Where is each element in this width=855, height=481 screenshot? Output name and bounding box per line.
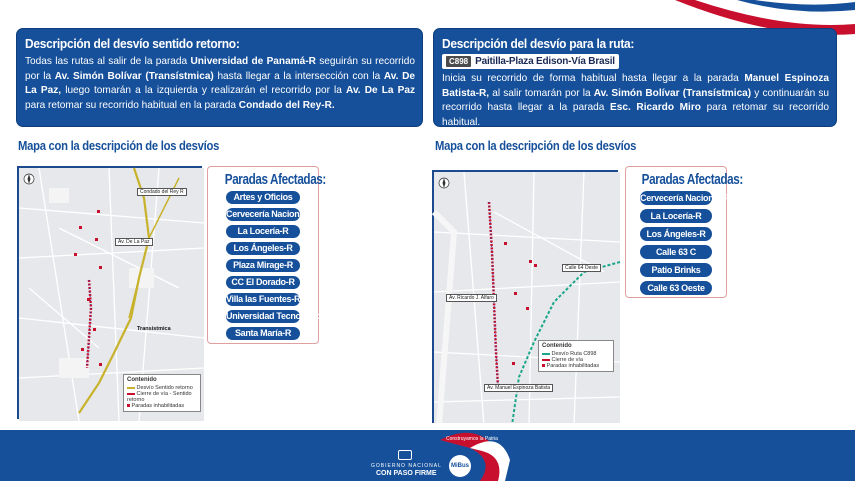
left-stop-3: Los Ángeles-R	[226, 242, 300, 255]
route-code-badge: C898	[446, 56, 471, 67]
right-description-box	[433, 28, 837, 127]
government-line2: CON PASO FIRME	[376, 470, 437, 477]
left-description-box	[16, 28, 423, 127]
right-stop-1: La Locería-R	[640, 209, 712, 223]
left-affected-stops-title: Paradas Afectadas:	[224, 171, 326, 188]
right-map-label-calle64: Calle 64 Oeste	[562, 264, 601, 272]
left-stop-4: Plaza Mirage-R	[226, 259, 300, 272]
left-stop-2: La Locería-R	[226, 225, 300, 238]
right-map-label-alfaro: Av. Ricardo J. Alfaro	[446, 294, 497, 302]
right-description-text: Inicia su recorrido de forma habitual hasta llegar a la parada Manuel Espinoza Batista-R, al salir tomarán por la Av. Simón Bolívar (Transístmica) y continuarán su recorrido hasta llegar a la parada Esc. Ricardo Miro para retomar su recorrido habitual.	[442, 73, 830, 128]
left-stop-5: CC El Dorado-R	[226, 276, 300, 289]
left-map-street-label: Transístmica	[137, 326, 171, 332]
right-stop-5: Calle 63 Oeste	[640, 281, 712, 295]
right-map-legend: Contenido Desvío Ruta C898 Cierre de vía Paradas inhabilitadas	[538, 340, 614, 372]
government-line1: GOBIERNO NACIONAL	[371, 463, 442, 469]
footer-tagline: Construyamos la Patria	[446, 436, 498, 442]
right-stop-2: Los Ángeles-R	[640, 227, 712, 241]
footer-divider	[0, 423, 855, 430]
left-map-label-condado: Condado del Rey R	[137, 188, 187, 196]
right-affected-stops-panel	[625, 166, 743, 298]
left-description-text: Todas las rutas al salir de la parada Universidad de Panamá-R seguirán su recorrido por la Av. Simón Bolívar (Transístmica) hasta llegar a la intersección con la Av. De La Paz, luego tomarán a la izquierda y realizarán el recorrido por la Av. De La Paz para retomar su recorrido habitual en la parada Condado del Rey-R.	[25, 56, 416, 111]
left-stop-0: Artes y Oficios	[226, 191, 300, 204]
left-map-label-avpaz: Av. De La Paz	[115, 238, 153, 246]
left-stop-6: Villa las Fuentes-R	[226, 294, 301, 304]
left-stop-8: Santa María-R	[226, 327, 300, 340]
right-map-title: Mapa con la descripción de los desvíos	[435, 139, 637, 153]
left-stop-1: Cervecería Nacional-R	[226, 209, 316, 219]
right-stop-3: Calle 63 C	[640, 245, 712, 259]
government-seal-icon	[398, 450, 412, 460]
mibus-logo: MiBus	[449, 455, 471, 477]
right-stop-0: Cervecería Nacional-R	[640, 193, 730, 203]
right-map[interactable]	[432, 170, 618, 423]
left-stops-list	[214, 191, 334, 340]
left-stop-7: Universidad Tecnológica-R	[226, 311, 334, 321]
left-description-title: Descripción del desvío sentido retorno:	[25, 36, 240, 51]
route-name: Paitilla-Plaza Edison-Vía Brasil	[475, 56, 615, 67]
right-stop-4: Patio Brinks	[640, 263, 712, 277]
route-tag	[442, 54, 619, 69]
left-map-legend: Contenido Desvío Sentido retorno Cierre de vía - Sentido retorno Paradas inhabilitadas	[123, 374, 201, 412]
right-affected-stops-title: Paradas Afectadas:	[641, 171, 743, 188]
left-map[interactable]	[17, 166, 202, 419]
right-map-label-espinoza: Av. Manuel Espinoza Batista	[484, 384, 553, 392]
footer-bar	[0, 430, 855, 481]
left-affected-stops-panel	[207, 166, 334, 344]
left-map-title: Mapa con la descripción de los desvíos	[18, 139, 220, 153]
right-description-title: Descripción del desvío para la ruta:	[442, 36, 635, 51]
right-stops-list	[632, 191, 730, 295]
